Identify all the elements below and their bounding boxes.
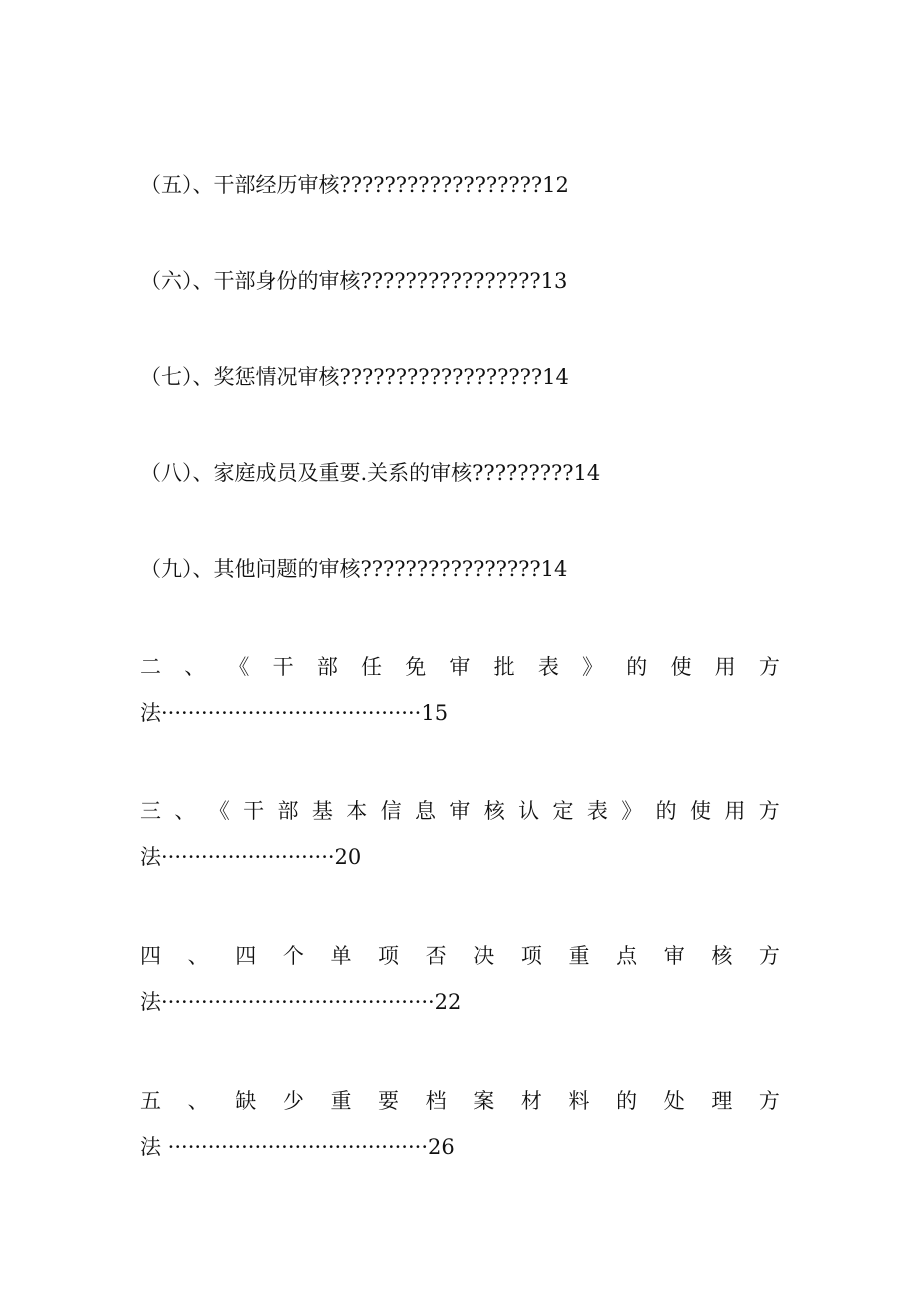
section-title-line	[140, 797, 780, 825]
toc-section-4	[140, 942, 780, 1016]
title-char: 五	[140, 1089, 161, 1113]
title-char: 个	[282, 944, 304, 968]
title-char: 否	[425, 944, 447, 968]
section-title-line	[140, 942, 780, 970]
title-char: 少	[282, 1089, 304, 1113]
toc-entry-8: （八）、家庭成员及重要.关系的审核?????????14	[140, 461, 601, 485]
toc-entry-9: （九）、其他问题的审核????????????????14	[140, 557, 568, 581]
title-char: 点	[616, 944, 638, 968]
title-char: 》	[582, 655, 604, 679]
title-char: 、	[174, 799, 196, 823]
title-char: 表	[586, 799, 608, 823]
title-char: 四	[140, 944, 161, 968]
title-char: 的	[655, 799, 677, 823]
title-char: 认	[518, 799, 540, 823]
title-char: 免	[405, 655, 427, 679]
title-char: 表	[537, 655, 559, 679]
toc-entry-6: （六）、干部身份的审核????????????????13	[140, 269, 568, 293]
title-char: 本	[346, 799, 368, 823]
toc-section-3	[140, 797, 780, 871]
title-char: 、	[187, 944, 209, 968]
title-char: 使	[670, 655, 692, 679]
title-char: 》	[621, 799, 643, 823]
title-char: 息	[415, 799, 436, 823]
title-char: 项	[378, 944, 400, 968]
title-char: 材	[520, 1089, 542, 1113]
title-char: 决	[473, 944, 495, 968]
title-char: 的	[626, 655, 648, 679]
title-char: 方	[758, 944, 780, 968]
title-char: 处	[663, 1089, 685, 1113]
section-page-line: 法 ·······································26	[140, 1135, 455, 1159]
title-char: 用	[724, 799, 746, 823]
title-char: 干	[272, 655, 294, 679]
title-char: 批	[493, 655, 515, 679]
title-char: 审	[449, 655, 471, 679]
title-char: 任	[361, 655, 383, 679]
title-char: 重	[568, 944, 590, 968]
section-page-line: 法·······································15	[140, 701, 449, 725]
title-char: 使	[690, 799, 711, 823]
toc-section-5	[140, 1087, 780, 1161]
title-char: 的	[616, 1089, 638, 1113]
title-char: 要	[378, 1089, 400, 1113]
toc-section-2	[140, 653, 780, 727]
title-char: 部	[316, 655, 338, 679]
title-char: 理	[711, 1089, 733, 1113]
title-char: 核	[711, 944, 733, 968]
title-char: 四	[235, 944, 257, 968]
title-char: 方	[758, 1089, 780, 1113]
section-title-line	[140, 653, 780, 681]
title-char: 单	[330, 944, 352, 968]
title-char: 审	[449, 799, 471, 823]
title-char: 《	[228, 655, 250, 679]
title-char: 定	[552, 799, 574, 823]
toc-entry-7: （七）、奖惩情况审核??????????????????14	[140, 365, 569, 389]
title-char: 基	[311, 799, 333, 823]
title-char: 方	[758, 799, 780, 823]
title-char: 二	[140, 655, 161, 679]
title-char: 案	[473, 1089, 495, 1113]
title-char: 核	[483, 799, 505, 823]
title-char: 方	[758, 655, 780, 679]
toc-entry-5: （五）、干部经历审核??????????????????12	[140, 173, 569, 197]
title-char: 料	[568, 1089, 590, 1113]
title-char: 缺	[235, 1089, 257, 1113]
title-char: 信	[380, 799, 402, 823]
title-char: 项	[520, 944, 542, 968]
title-char: 档	[425, 1089, 447, 1113]
section-page-line: 法·········································22	[140, 990, 462, 1014]
title-char: 、	[184, 655, 206, 679]
title-char: 审	[663, 944, 685, 968]
section-title-line	[140, 1087, 780, 1115]
title-char: 、	[187, 1089, 209, 1113]
title-char: 干	[243, 799, 265, 823]
title-char: 部	[277, 799, 299, 823]
title-char: 用	[714, 655, 736, 679]
title-char: 三	[140, 799, 161, 823]
title-char: 重	[330, 1089, 352, 1113]
title-char: 《	[208, 799, 230, 823]
section-page-line: 法··························20	[140, 845, 362, 869]
